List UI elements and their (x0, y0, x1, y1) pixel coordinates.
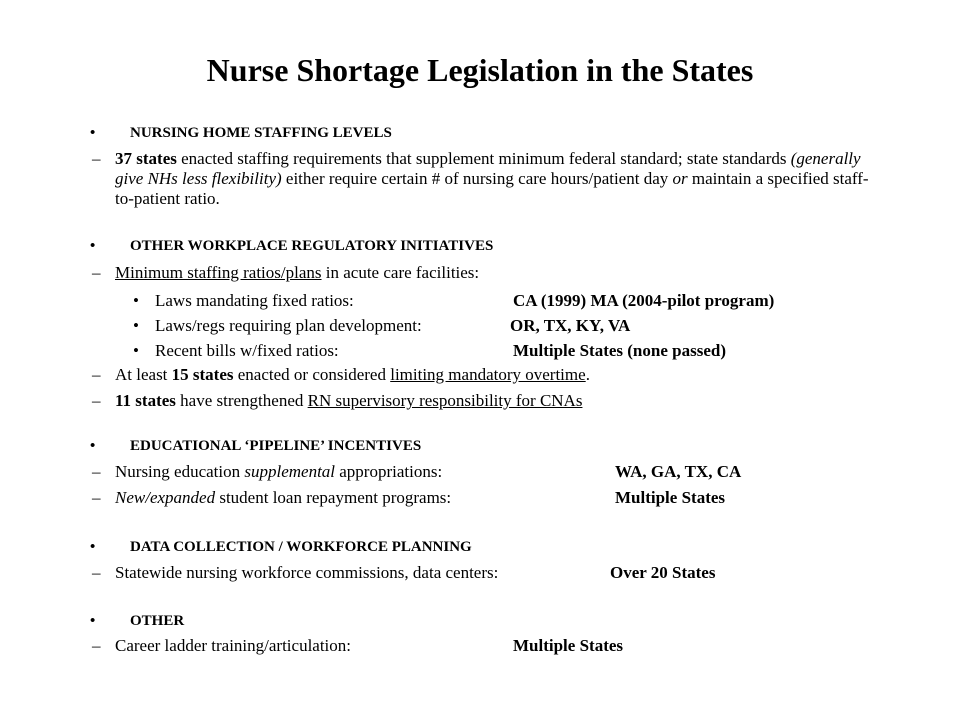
bullet: • (90, 613, 96, 629)
educational-value-2: Multiple States (615, 488, 726, 507)
bullet: • (133, 341, 139, 360)
bullet: • (90, 539, 96, 555)
dash: – (92, 149, 101, 168)
bullet: • (133, 291, 139, 310)
dash: – (92, 263, 101, 282)
bullet: • (90, 238, 96, 254)
dash: – (92, 365, 101, 384)
dash: – (92, 462, 101, 481)
dash: – (92, 391, 101, 410)
bullet: • (133, 316, 139, 335)
dash: – (92, 488, 101, 507)
dash: – (92, 636, 101, 655)
slide-title: Nurse Shortage Legislation in the States (206, 52, 754, 88)
bullet: • (90, 438, 96, 454)
bullet: • (90, 125, 96, 141)
dash: – (92, 563, 101, 582)
data-value: Over 20 States (610, 563, 716, 582)
other-value: Multiple States (513, 636, 624, 655)
educational-value-1: WA, GA, TX, CA (615, 462, 742, 481)
